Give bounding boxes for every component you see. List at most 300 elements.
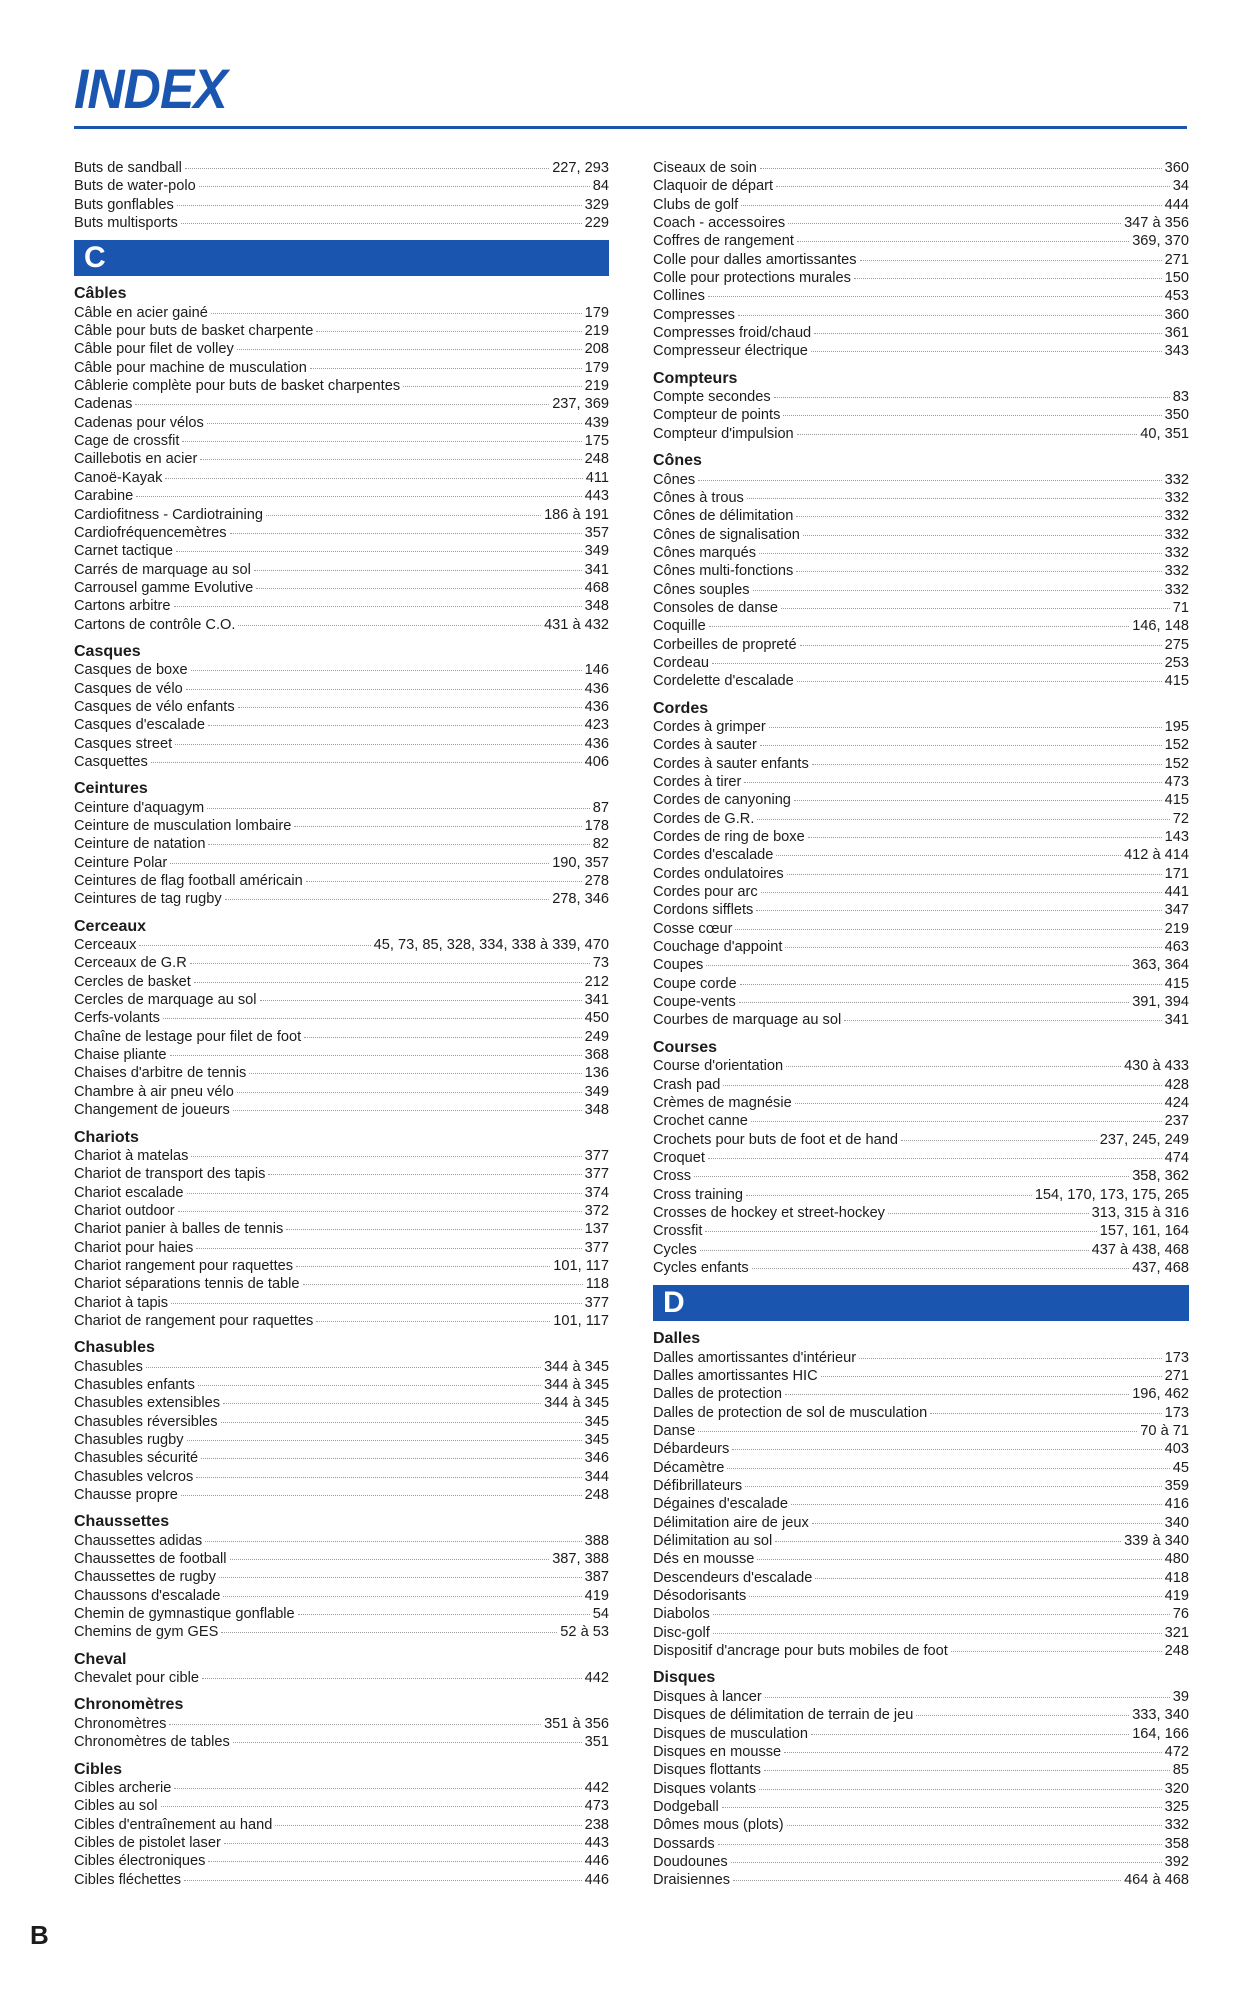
entry-label: Chasubles sécurité <box>74 1450 199 1467</box>
entry-label: Dalles amortissantes HIC <box>653 1367 818 1384</box>
entry-pages: 415 <box>1164 975 1189 992</box>
entry-label: Coupe-vents <box>653 994 736 1011</box>
page-title: INDEX <box>74 57 227 120</box>
entry-pages: 424 <box>1164 1094 1189 1111</box>
entry-label: Couchage d'appoint <box>653 939 783 956</box>
index-entry <box>653 1241 1189 1259</box>
index-entry <box>74 1394 609 1412</box>
entry-pages: 237, 369 <box>552 396 609 413</box>
index-entry <box>74 1184 609 1202</box>
group-heading-disques: Disques <box>653 1669 716 1687</box>
index-entry <box>653 306 1189 324</box>
index-entry <box>74 450 609 468</box>
entry-label: Corbeilles de propreté <box>653 636 797 653</box>
dot-leader <box>708 1158 1162 1159</box>
entry-pages: 52 à 53 <box>560 1624 609 1641</box>
index-entry <box>74 432 609 450</box>
entry-label: Chariot pour haies <box>74 1239 194 1256</box>
entry-pages: 237, 245, 249 <box>1099 1131 1189 1148</box>
entry-label: Courbes de marquage au sol <box>653 1012 842 1029</box>
index-entry <box>74 954 609 972</box>
entry-pages: 179 <box>584 359 609 376</box>
dot-leader <box>237 1092 582 1093</box>
entry-label: Claquoir de départ <box>653 178 774 195</box>
index-entry <box>653 1743 1189 1761</box>
index-entry <box>74 817 609 835</box>
dot-leader <box>207 808 590 809</box>
entry-pages: 332 <box>1164 581 1189 598</box>
entry-label: Chemins de gym GES <box>74 1624 219 1641</box>
dot-leader <box>174 606 582 607</box>
dot-leader <box>844 1020 1161 1021</box>
entry-pages: 348 <box>584 1102 609 1119</box>
index-entry <box>653 1367 1189 1385</box>
entry-label: Chasubles enfants <box>74 1376 195 1393</box>
index-entry <box>653 1871 1189 1889</box>
dot-leader <box>268 1174 581 1175</box>
index-entry <box>653 159 1189 177</box>
entry-pages: 423 <box>584 717 609 734</box>
dot-leader <box>202 1678 582 1679</box>
entry-label: Chemin de gymnastique gonflable <box>74 1606 295 1623</box>
dot-leader <box>254 570 582 571</box>
entry-pages: 271 <box>1164 251 1189 268</box>
entry-pages: 157, 161, 164 <box>1099 1223 1189 1240</box>
index-entry <box>74 973 609 991</box>
index-entry <box>74 1165 609 1183</box>
entry-pages: 403 <box>1164 1441 1189 1458</box>
entry-label: Cordes de canyoning <box>653 792 791 809</box>
entry-label: Disques de délimitation de terrain de jeu <box>653 1707 914 1724</box>
entry-pages: 480 <box>1164 1551 1189 1568</box>
index-entry <box>653 672 1189 690</box>
entry-label: Chaussettes de rugby <box>74 1569 216 1586</box>
dot-leader <box>796 571 1161 572</box>
index-entry <box>653 791 1189 809</box>
index-entry <box>653 883 1189 901</box>
entry-pages: 87 <box>592 799 609 816</box>
index-entry <box>653 342 1189 360</box>
dot-leader <box>187 1193 582 1194</box>
entry-label: Cibles fléchettes <box>74 1871 182 1888</box>
entry-pages: 173 <box>1164 1404 1189 1421</box>
index-entry <box>74 1376 609 1394</box>
index-entry <box>653 654 1189 672</box>
entry-label: Carnet tactique <box>74 543 173 560</box>
index-entry <box>74 936 609 954</box>
index-entry <box>653 1459 1189 1477</box>
entry-pages: 39 <box>1172 1688 1189 1705</box>
entry-pages: 175 <box>584 433 609 450</box>
entry-label: Dalles de protection <box>653 1386 782 1403</box>
index-entry <box>74 1220 609 1238</box>
entry-pages: 369, 370 <box>1132 233 1189 250</box>
entry-pages: 442 <box>584 1779 609 1796</box>
index-entry <box>74 1532 609 1550</box>
letter-section-header: C <box>74 240 609 276</box>
index-entry <box>653 1688 1189 1706</box>
entry-label: Crosses de hockey et street-hockey <box>653 1204 885 1221</box>
entry-label: Cerceaux <box>74 937 137 954</box>
entry-pages: 349 <box>584 543 609 560</box>
dot-leader <box>776 855 1121 856</box>
entry-pages: 358, 362 <box>1132 1168 1189 1185</box>
index-entry <box>653 718 1189 736</box>
index-entry <box>74 469 609 487</box>
index-entry <box>653 1605 1189 1623</box>
index-entry <box>653 975 1189 993</box>
entry-pages: 351 <box>584 1734 609 1751</box>
index-entry <box>74 304 609 322</box>
index-entry <box>74 1101 609 1119</box>
entry-label: Disques à lancer <box>653 1688 762 1705</box>
entry-pages: 137 <box>584 1221 609 1238</box>
dot-leader <box>797 681 1162 682</box>
dot-leader <box>854 278 1162 279</box>
entry-label: Canoë-Kayak <box>74 469 163 486</box>
index-entry <box>74 1733 609 1751</box>
entry-label: Désodorisants <box>653 1588 747 1605</box>
dot-leader <box>797 241 1129 242</box>
dot-leader <box>221 1422 582 1423</box>
dot-leader <box>174 1788 581 1789</box>
entry-label: Dômes mous (plots) <box>653 1817 784 1834</box>
dot-leader <box>718 1844 1162 1845</box>
dot-leader <box>208 844 589 845</box>
entry-label: Compteur d'impulsion <box>653 425 794 442</box>
index-entry <box>653 1349 1189 1367</box>
group-heading-cheval: Cheval <box>74 1650 127 1668</box>
entry-pages: 374 <box>584 1184 609 1201</box>
entry-label: Câble pour buts de basket charpente <box>74 323 314 340</box>
index-entry <box>653 1057 1189 1075</box>
index-entry <box>653 828 1189 846</box>
group-heading-cables: Câbles <box>74 285 127 303</box>
dot-leader <box>176 551 582 552</box>
index-entry <box>74 1568 609 1586</box>
index-entry <box>74 177 609 195</box>
entry-pages: 437 à 438, 468 <box>1091 1241 1189 1258</box>
index-entry <box>74 1431 609 1449</box>
entry-pages: 357 <box>584 524 609 541</box>
index-entry <box>653 636 1189 654</box>
entry-pages: 363, 364 <box>1132 957 1189 974</box>
index-entry <box>653 489 1189 507</box>
entry-pages: 473 <box>584 1798 609 1815</box>
dot-leader <box>741 205 1161 206</box>
entry-label: Chariot de transport des tapis <box>74 1166 266 1183</box>
entry-label: Cartons arbitre <box>74 598 171 615</box>
entry-label: Cadenas <box>74 396 133 413</box>
entry-pages: 278 <box>584 873 609 890</box>
entry-label: Chariot outdoor <box>74 1202 175 1219</box>
entry-label: Cônes marqués <box>653 544 757 561</box>
entry-label: Chronomètres de tables <box>74 1734 230 1751</box>
entry-pages: 344 à 345 <box>544 1376 609 1393</box>
index-entry <box>653 1725 1189 1743</box>
entry-pages: 436 <box>584 680 609 697</box>
dot-leader <box>781 608 1170 609</box>
dot-leader <box>709 626 1129 627</box>
dot-leader <box>733 1880 1121 1881</box>
entry-label: Débardeurs <box>653 1441 730 1458</box>
entry-pages: 388 <box>584 1532 609 1549</box>
dot-leader <box>185 168 549 169</box>
group-heading-chaussettes: Chaussettes <box>74 1513 170 1531</box>
entry-label: Draisiennes <box>653 1872 731 1889</box>
dot-leader <box>165 478 582 479</box>
index-entry <box>653 1076 1189 1094</box>
index-entry <box>74 1009 609 1027</box>
index-entry <box>74 1669 609 1687</box>
entry-label: Cônes à trous <box>653 489 744 506</box>
dot-leader <box>181 223 582 224</box>
dot-leader <box>765 1697 1170 1698</box>
dot-leader <box>761 892 1162 893</box>
dot-leader <box>815 1578 1161 1579</box>
dot-leader <box>859 1358 1162 1359</box>
dot-leader <box>811 351 1162 352</box>
group-heading-casques: Casques <box>74 642 141 660</box>
index-entry <box>74 1294 609 1312</box>
dot-leader <box>785 1394 1129 1395</box>
index-entry <box>74 1852 609 1870</box>
dot-leader <box>727 1468 1169 1469</box>
entry-label: Casques de boxe <box>74 662 188 679</box>
entry-pages: 464 à 468 <box>1124 1872 1189 1889</box>
entry-pages: 248 <box>584 451 609 468</box>
entry-label: Cordeau <box>653 654 709 671</box>
dot-leader <box>752 1268 1129 1269</box>
dot-leader <box>812 764 1162 765</box>
entry-label: Cardiofréquencemètres <box>74 524 227 541</box>
dot-leader <box>266 515 541 516</box>
index-entry <box>653 1642 1189 1660</box>
index-entry <box>74 1834 609 1852</box>
dot-leader <box>182 441 581 442</box>
index-entry <box>74 799 609 817</box>
entry-label: Coupe corde <box>653 975 737 992</box>
entry-label: Chasubles rugby <box>74 1432 184 1448</box>
dot-leader <box>744 782 1161 783</box>
index-entry <box>653 544 1189 562</box>
index-entry <box>653 406 1189 424</box>
entry-pages: 146 <box>584 662 609 679</box>
dot-leader <box>275 1825 581 1826</box>
group-heading-ceintures: Ceintures <box>74 780 148 798</box>
dot-leader <box>190 963 590 964</box>
index-entry <box>74 214 609 232</box>
index-entry <box>653 526 1189 544</box>
entry-label: Câble pour filet de volley <box>74 341 234 358</box>
entry-pages: 248 <box>1164 1643 1189 1660</box>
entry-pages: 238 <box>584 1816 609 1833</box>
entry-label: Danse <box>653 1423 696 1439</box>
entry-label: Cibles au sol <box>74 1798 158 1815</box>
entry-pages: 453 <box>1164 288 1189 305</box>
entry-pages: 219 <box>584 378 609 395</box>
entry-label: Carabine <box>74 488 134 505</box>
dot-leader <box>286 1229 581 1230</box>
index-entry <box>653 920 1189 938</box>
entry-pages: 219 <box>1164 920 1189 937</box>
entry-label: Coquille <box>653 618 706 635</box>
index-entry <box>74 506 609 524</box>
entry-label: Chasubles extensibles <box>74 1395 221 1412</box>
entry-label: Cercles de basket <box>74 973 191 990</box>
dot-leader <box>175 744 581 745</box>
index-entry <box>74 377 609 395</box>
index-entry <box>74 579 609 597</box>
entry-pages: 416 <box>1164 1496 1189 1513</box>
entry-label: Colle pour protections murales <box>653 270 851 287</box>
dot-leader <box>177 205 582 206</box>
index-entry <box>653 507 1189 525</box>
entry-label: Buts de water-polo <box>74 178 196 195</box>
dot-leader <box>181 1495 582 1496</box>
dot-leader <box>186 689 582 690</box>
index-entry <box>74 1147 609 1165</box>
dot-leader <box>139 945 370 946</box>
dot-leader <box>774 397 1170 398</box>
dot-leader <box>296 1266 550 1267</box>
index-entry <box>653 1259 1189 1277</box>
entry-label: Cadenas pour vélos <box>74 414 204 431</box>
dot-leader <box>201 1458 582 1459</box>
entry-pages: 372 <box>584 1202 609 1219</box>
dot-leader <box>860 260 1162 261</box>
index-entry <box>74 753 609 771</box>
dot-leader <box>784 1752 1161 1753</box>
index-entry <box>653 1477 1189 1495</box>
entry-pages: 237 <box>1164 1113 1189 1130</box>
entry-label: Crochets pour buts de foot et de hand <box>653 1131 899 1148</box>
entry-label: Chausse propre <box>74 1487 178 1504</box>
index-entry <box>653 1149 1189 1167</box>
index-entry <box>653 865 1189 883</box>
entry-label: Coach - accessoires <box>653 215 786 232</box>
index-entry <box>74 735 609 753</box>
dot-leader <box>223 1403 541 1404</box>
index-entry <box>653 1569 1189 1587</box>
entry-pages: 344 à 345 <box>544 1358 609 1375</box>
index-entry <box>653 1816 1189 1834</box>
dot-leader <box>151 762 582 763</box>
index-entry <box>74 1779 609 1797</box>
entry-label: Chariot à tapis <box>74 1294 169 1311</box>
entry-label: Cônes de délimitation <box>653 508 794 525</box>
index-entry <box>653 214 1189 232</box>
dot-leader <box>191 670 582 671</box>
entry-pages: 275 <box>1164 636 1189 653</box>
group-heading-compteurs: Compteurs <box>653 369 738 387</box>
dot-leader <box>208 1861 581 1862</box>
index-entry <box>653 617 1189 635</box>
dot-leader <box>178 1211 582 1212</box>
dot-leader <box>191 1156 581 1157</box>
index-entry <box>653 1780 1189 1798</box>
entry-pages: 345 <box>584 1432 609 1448</box>
index-entry <box>653 388 1189 406</box>
index-column-left <box>74 159 609 1889</box>
dot-leader <box>184 1880 582 1881</box>
entry-label: Chariot escalade <box>74 1184 184 1201</box>
entry-label: Dossards <box>653 1835 715 1852</box>
index-entry <box>74 1587 609 1605</box>
entry-label: Doudounes <box>653 1853 728 1870</box>
entry-pages: 443 <box>584 488 609 505</box>
index-entry <box>74 359 609 377</box>
dot-leader <box>205 1541 581 1542</box>
entry-label: Chaise pliante <box>74 1047 167 1064</box>
entry-pages: 360 <box>1164 160 1189 176</box>
entry-pages: 368 <box>584 1047 609 1064</box>
dot-leader <box>731 1862 1162 1863</box>
index-entry <box>74 196 609 214</box>
entry-label: Dalles de protection de sol de musculation <box>653 1404 928 1421</box>
entry-label: Dés en mousse <box>653 1551 755 1568</box>
entry-pages: 332 <box>1164 563 1189 580</box>
index-entry <box>74 1275 609 1293</box>
entry-pages: 437, 468 <box>1132 1259 1189 1276</box>
entry-label: Cordes pour arc <box>653 884 758 901</box>
dot-leader <box>199 186 590 187</box>
index-entry <box>74 1239 609 1257</box>
dot-leader <box>207 423 582 424</box>
entry-pages: 332 <box>1164 544 1189 561</box>
index-entry <box>74 1064 609 1082</box>
entry-pages: 196, 462 <box>1132 1386 1189 1403</box>
index-entry <box>653 1404 1189 1422</box>
entry-label: Chevalet pour cible <box>74 1670 199 1687</box>
entry-pages: 325 <box>1164 1798 1189 1815</box>
entry-pages: 179 <box>584 304 609 321</box>
entry-label: Cibles de pistolet laser <box>74 1834 221 1851</box>
entry-pages: 431 à 432 <box>544 616 609 633</box>
entry-pages: 178 <box>584 818 609 834</box>
entry-label: Cibles d'entraînement au hand <box>74 1816 273 1833</box>
entry-label: Cordes d'escalade <box>653 847 774 864</box>
dot-leader <box>783 415 1161 416</box>
entry-label: Compresses <box>653 306 735 323</box>
dot-leader <box>230 533 582 534</box>
entry-label: Crash pad <box>653 1076 721 1093</box>
entry-pages: 329 <box>584 196 609 213</box>
dot-leader <box>146 1367 541 1368</box>
entry-label: Dispositif d'ancrage pour buts mobiles de foot <box>653 1643 948 1660</box>
index-entry <box>74 1413 609 1431</box>
entry-label: Chasubles réversibles <box>74 1413 218 1430</box>
index-entry <box>653 1112 1189 1130</box>
entry-label: Crossfit <box>653 1223 703 1240</box>
index-entry <box>74 1715 609 1733</box>
entry-pages: 344 <box>584 1468 609 1485</box>
entry-label: Câble en acier gainé <box>74 304 208 321</box>
dot-leader <box>230 1559 550 1560</box>
dot-leader <box>260 1000 582 1001</box>
entry-pages: 84 <box>592 178 609 195</box>
entry-label: Câble pour machine de musculation <box>74 359 307 376</box>
entry-pages: 406 <box>584 753 609 770</box>
index-entry <box>653 1514 1189 1532</box>
entry-pages: 76 <box>1172 1606 1189 1623</box>
entry-label: Cibles archerie <box>74 1779 172 1796</box>
index-entry <box>74 616 609 634</box>
dot-leader <box>916 1715 1129 1716</box>
entry-pages: 377 <box>584 1294 609 1311</box>
entry-label: Délimitation au sol <box>653 1533 773 1550</box>
entry-label: Cosse cœur <box>653 920 733 937</box>
